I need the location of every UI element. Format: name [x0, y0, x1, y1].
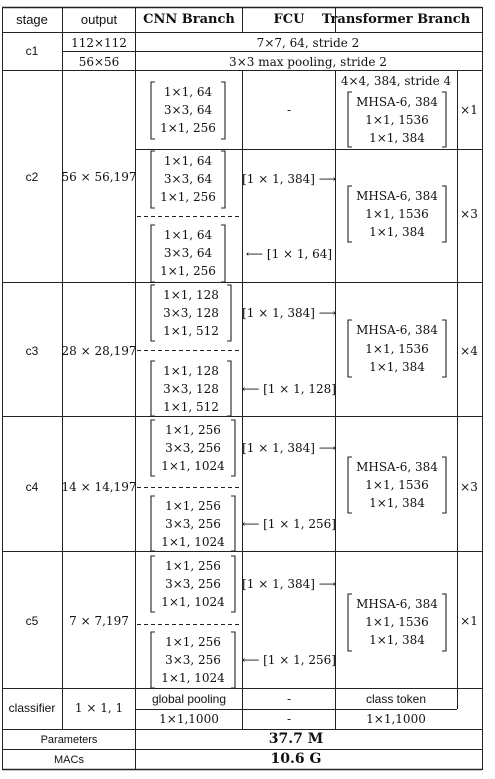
c2-fcu-c: ⟵ [1 × 1, 64]: [245, 247, 333, 261]
c3-cnn-b-1: 1×1, 128: [163, 364, 219, 378]
c4-cnn-a-2: 3×3, 256: [165, 441, 221, 455]
c2-trans-patch: 4×4, 384, stride 4: [340, 74, 452, 88]
c4-cnn-b-3: 1×1, 1024: [161, 535, 225, 549]
c4-trans-2: 1×1, 1536: [365, 478, 429, 492]
c5-cnn-a-3: 1×1, 1024: [161, 595, 225, 609]
c5-trans-2: 1×1, 1536: [365, 615, 429, 629]
c2-cnn-a-1: 1×1, 64: [163, 85, 213, 99]
macs-label: MACs: [54, 754, 84, 766]
stage-c2: c2: [25, 170, 39, 184]
stage-classifier: classifier: [8, 701, 56, 715]
c4-cnn-a-3: 1×1, 1024: [161, 459, 225, 473]
classifier-trans-fc: 1×1,1000: [366, 712, 426, 726]
header-output: output: [80, 12, 118, 27]
c2-cnn-a-2: 3×3, 64: [163, 103, 213, 117]
header-cnn-branch: CNN Branch: [143, 12, 235, 27]
c2-cnn-b-1: 1×1, 64: [163, 154, 213, 168]
classifier-output: 1 × 1, 1: [74, 701, 124, 715]
c4-fcu-b: ⟵ [1 × 1, 256]: [242, 517, 336, 531]
c2-cnn-c-2: 3×3, 64: [163, 246, 213, 260]
c2-trans-a-2: 1×1, 1536: [365, 113, 429, 127]
c4-mult: ×3: [460, 480, 478, 494]
c4-fcu-a: [1 × 1, 384] ⟶: [242, 441, 336, 455]
c3-fcu-b: ⟵ [1 × 1, 128]: [242, 382, 336, 396]
c2-fcu-b: [1 × 1, 384] ⟶: [242, 172, 336, 186]
c3-cnn-b-2: 3×3, 128: [163, 382, 219, 396]
c3-cnn-a-1: 1×1, 128: [163, 288, 219, 302]
parameters-label: Parameters: [40, 734, 98, 746]
c4-cnn-a-1: 1×1, 256: [165, 423, 221, 437]
classifier-fcu-2: -: [286, 712, 292, 726]
c4-cnn-b-2: 3×3, 256: [165, 517, 221, 531]
c2-cnn-b-2: 3×3, 64: [163, 172, 213, 186]
macs-value: 10.6 G: [270, 751, 322, 767]
c5-fcu-a: [1 × 1, 384] ⟶: [242, 577, 336, 591]
classifier-cnn-fc: 1×1,1000: [159, 712, 219, 726]
c4-trans-1: MHSA-6, 384: [356, 460, 438, 474]
c3-trans-3: 1×1, 384: [369, 360, 425, 374]
classifier-class-token: class token: [365, 692, 427, 706]
stage-c4: c4: [25, 480, 39, 494]
c1-conv: 7×7, 64, stride 2: [256, 36, 360, 50]
header-fcu: FCU: [273, 12, 305, 27]
classifier-fcu-1: -: [286, 692, 292, 706]
c2-trans-a-3: 1×1, 384: [369, 131, 425, 145]
c5-trans-1: MHSA-6, 384: [356, 597, 438, 611]
c2-mult-b: ×3: [460, 207, 478, 221]
c2-fcu-a: -: [286, 103, 292, 117]
c1-maxpool: 3×3 max pooling, stride 2: [229, 55, 387, 69]
c3-trans-1: MHSA-6, 384: [356, 323, 438, 337]
c2-trans-a-1: MHSA-6, 384: [356, 95, 438, 109]
c3-cnn-a-2: 3×3, 128: [163, 306, 219, 320]
c2-mult-a: ×1: [460, 103, 478, 117]
c1-output-2: 56×56: [78, 55, 120, 69]
c3-mult: ×4: [460, 344, 478, 358]
c4-output: 14 × 14,197: [61, 480, 137, 494]
c3-trans-2: 1×1, 1536: [365, 342, 429, 356]
c5-cnn-b-2: 3×3, 256: [165, 653, 221, 667]
classifier-cnn-pooling: global pooling: [151, 692, 227, 706]
c2-cnn-c-1: 1×1, 64: [163, 228, 213, 242]
c5-trans-3: 1×1, 384: [369, 633, 425, 647]
c2-output: 56 × 56,197: [61, 170, 137, 184]
c2-trans-b-3: 1×1, 384: [369, 225, 425, 239]
c3-cnn-b-3: 1×1, 512: [163, 400, 219, 414]
c2-cnn-a-3: 1×1, 256: [160, 121, 216, 135]
c1-output-1: 112×112: [71, 36, 127, 50]
c2-cnn-b-3: 1×1, 256: [160, 190, 216, 204]
stage-c3: c3: [25, 344, 39, 358]
c3-fcu-a: [1 × 1, 384] ⟶: [242, 306, 336, 320]
c3-cnn-a-3: 1×1, 512: [163, 324, 219, 338]
c5-cnn-a-2: 3×3, 256: [165, 577, 221, 591]
c4-cnn-b-1: 1×1, 256: [165, 499, 221, 513]
c5-cnn-a-1: 1×1, 256: [165, 559, 221, 573]
header-transformer-branch: Transformer Branch: [321, 12, 471, 27]
c5-output: 7 × 7,197: [69, 614, 129, 628]
c2-cnn-c-3: 1×1, 256: [160, 264, 216, 278]
c2-trans-b-1: MHSA-6, 384: [356, 189, 438, 203]
stage-c5: c5: [25, 614, 39, 628]
c5-cnn-b-3: 1×1, 1024: [161, 671, 225, 685]
c5-fcu-b: ⟵ [1 × 1, 256]: [242, 653, 336, 667]
c2-trans-b-2: 1×1, 1536: [365, 207, 429, 221]
c5-cnn-b-1: 1×1, 256: [165, 635, 221, 649]
c4-trans-3: 1×1, 384: [369, 496, 425, 510]
c5-mult: ×1: [460, 614, 478, 628]
header-stage: stage: [16, 12, 48, 27]
stage-c1: c1: [25, 44, 39, 58]
c3-output: 28 × 28,197: [61, 344, 137, 358]
parameters-value: 37.7 M: [268, 731, 324, 747]
